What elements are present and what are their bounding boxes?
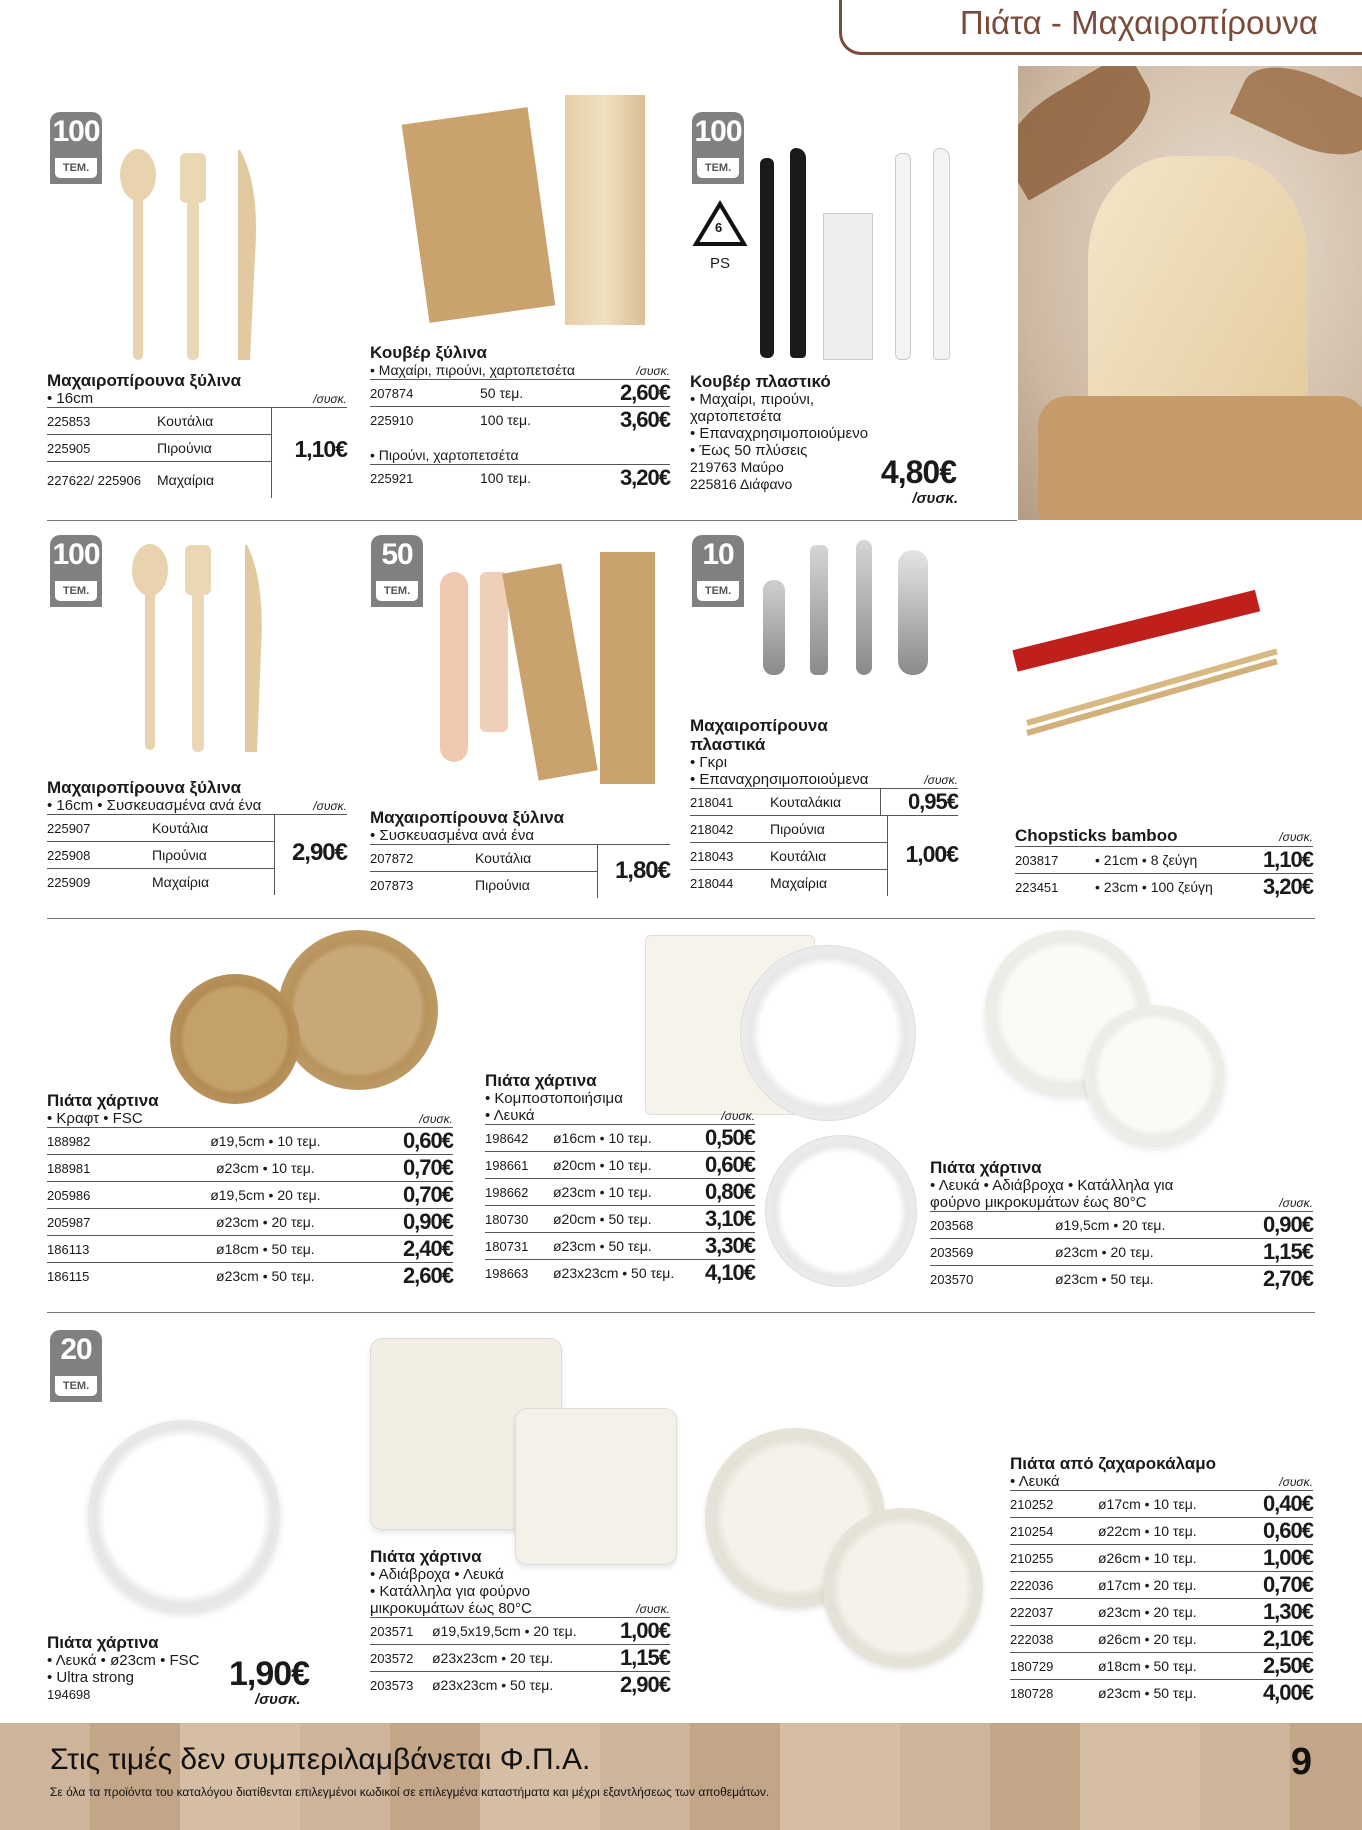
product-price: 2,60€ [402,1263,453,1288]
table-row [1015,847,1313,874]
product-name: Πιρούνια [152,842,275,869]
product-name: ø20cm • 50 τεμ. [553,1206,696,1233]
product-price: 0,70€ [364,1155,453,1182]
per-pack-label: /συσκ. [255,1691,301,1708]
product-price: 1,10€ [294,436,347,462]
product-code: 207873 [370,877,414,893]
product-name: 100 τεμ. [480,412,531,428]
badge-number: 20 [60,1333,92,1366]
table-row [690,843,888,870]
table-row [690,789,958,816]
table-row [1010,1680,1313,1707]
table-row [370,380,670,407]
product-title: Πιάτα χάρτινα [930,1158,1042,1177]
table-row [47,435,272,462]
product-code: 180730 [485,1206,553,1233]
product-name: ø23x23cm • 50 τεμ. [553,1265,675,1281]
product-name: ø23cm • 10 τεμ. [167,1155,364,1182]
product-name: ø23cm • 50 τεμ. [1098,1685,1197,1701]
product-price: 2,50€ [1241,1653,1313,1680]
product-price: 3,20€ [1262,874,1313,899]
product-name: Κουτάλια [152,815,275,842]
kraft-plates-image [170,930,440,1105]
product-name: Κουτάλια [770,843,888,870]
product-code: 218044 [690,875,734,891]
table-row [930,1239,1313,1266]
product-price: 4,80€ [880,454,956,490]
product-name: Πιρούνια [157,435,272,462]
table-row [930,1212,1313,1239]
product-spec: • Μαχαίρι, πιρούνι, [690,391,815,408]
table-row [1010,1626,1313,1653]
product-code: 205987 [47,1209,167,1236]
wooden-cutlery-photo [1018,66,1362,520]
product-price: 3,10€ [696,1206,755,1233]
product-plastic-cutlery-set [690,372,958,507]
product-code: 210255 [1010,1545,1098,1572]
per-pack-label: /συσκ. [721,1109,755,1123]
ps-recycle-symbol [692,200,748,272]
product-title: Πιάτα χάρτινα [47,1091,159,1110]
product-code: 225921 [370,470,414,486]
product-name: ø26cm • 20 τεμ. [1098,1626,1241,1653]
product-code: 222037 [1010,1599,1098,1626]
white-plate-ultra-strong [88,1420,280,1612]
product-name: ø23cm • 20 τεμ. [1098,1599,1241,1626]
table-row [47,842,275,869]
square-plate-small [515,1408,677,1565]
white-plates-image [985,930,1245,1130]
product-price: 2,10€ [1241,1626,1313,1653]
product-name: Μαχαίρια [770,875,828,891]
product-price: 1,00€ [1241,1545,1313,1572]
product-spec: μικροκυμάτων έως 80°C [370,1600,532,1617]
product-code: 225905 [47,435,157,462]
per-pack-label: /συσκ. [313,392,347,406]
table-row [370,1645,670,1672]
page-title: Πιάτα - Μαχαιροπίρουνα [959,4,1318,41]
product-name: Πιρούνια [770,816,888,843]
product-name: ø20cm • 10 τεμ. [553,1152,696,1179]
product-price: 1,80€ [614,857,670,884]
product-name: ø23cm • 20 τεμ. [167,1209,364,1236]
product-paper-plates-square [370,1547,670,1698]
product-code: 218043 [690,843,770,870]
product-title: Κουβέρ πλαστικό [690,372,831,391]
badge-unit: ΤΕΜ. [376,581,418,601]
product-spec: • Ultra strong [47,1669,134,1686]
badge-unit: ΤΕΜ. [55,158,97,178]
table-row [47,1155,453,1182]
sugarcane-plates-image [705,1428,990,1668]
product-name: Κουτάλια [475,845,598,872]
table-row [485,1179,755,1206]
table-row [485,1233,755,1260]
product-code: 225853 [47,408,157,435]
product-code: 222038 [1010,1626,1098,1653]
per-pack-label: /συσκ. [313,799,347,813]
wooden-cutlery-image [125,540,275,760]
product-code: 180731 [485,1233,553,1260]
product-price: 4,10€ [704,1260,755,1285]
product-code: 218041 [690,794,734,810]
product-price: 0,60€ [364,1128,453,1155]
product-paper-plates-ultra-strong [47,1633,317,1708]
table-row [1015,874,1313,901]
product-code: 203568 [930,1212,1055,1239]
per-pack-label: /συσκ. [419,1112,453,1126]
product-spec: • Πιρούνι, χαρτοπετσέτα [370,447,519,463]
product-name: ø23cm • 20 τεμ. [1055,1239,1232,1266]
product-name: ø23x23cm • 20 τεμ. [432,1645,609,1672]
product-price: 1,00€ [609,1618,670,1645]
product-paper-plates-compostable [485,1071,755,1286]
ps-digit: 6 [715,220,723,235]
product-price: 2,90€ [291,839,347,866]
product-wooden-cutlery-packed [47,778,347,895]
product-price: 1,90€ [229,1655,310,1693]
availability-note: Σε όλα τα προϊόντα του καταλόγου διατίθενται επιλεγμένοι κωδικοί σε επιλεγμένα καταστήματα και μέχρι εξαντλήσεως των αποθεμάτων. [50,1785,770,1799]
page-header [839,0,1362,55]
product-name: • 21cm • 8 ζεύγη [1095,847,1248,874]
product-chopsticks-bamboo [1015,826,1313,900]
product-code: 225816 Διάφανο [690,476,793,492]
chopstick [1026,658,1278,735]
product-spec: • Λευκά • Αδιάβροχα • Κατάλληλα για [930,1177,1174,1194]
product-code: 198661 [485,1152,553,1179]
per-pack-label: /συσκ. [924,773,958,787]
wooden-fork [480,572,508,732]
table-row [47,1209,453,1236]
product-name: Μαχαίρια [152,874,210,890]
product-name: Κουταλάκια [770,789,880,816]
product-price: 0,70€ [1241,1572,1313,1599]
white-plate [765,1135,917,1287]
product-name: ø17cm • 20 τεμ. [1098,1572,1241,1599]
wooden-cup [1038,396,1362,520]
badge-unit: ΤΕΜ. [55,581,97,601]
product-price: 1,30€ [1241,1599,1313,1626]
product-code: 222036 [1010,1572,1098,1599]
product-code: 188981 [47,1155,167,1182]
table-row [47,1263,453,1290]
product-price: 0,70€ [364,1182,453,1209]
product-title: Μαχαιροπίρουνα ξύλινα [370,808,565,827]
badge-unit: ΤΕΜ. [55,1376,97,1396]
product-wooden-cutlery-wrapped [370,808,670,898]
product-name: ø19,5cm • 20 τεμ. [1055,1212,1232,1239]
product-code: 203570 [930,1271,974,1287]
plastic-cutlery-image [755,148,955,360]
product-price: 0,80€ [696,1179,755,1206]
product-spec: • Κατάλληλα για φούρνο [370,1583,531,1600]
table-row [370,1672,670,1699]
product-price: 2,60€ [576,380,670,407]
product-spec: • Επαναχρησιμοποιούμενα [690,771,869,788]
product-name: ø18cm • 50 τεμ. [1098,1653,1241,1680]
kraft-sleeve [600,552,655,784]
product-paper-plates-kraft [47,1091,453,1289]
product-code: 207874 [370,380,480,407]
product-title: Πιάτα χάρτινα [485,1071,597,1090]
product-name: Πιρούνια [475,877,530,893]
sugarcane-plate-small [823,1508,983,1668]
product-name: ø26cm • 10 τεμ. [1098,1545,1241,1572]
product-name: ø23cm • 50 τεμ. [1055,1271,1154,1287]
product-name: ø18cm • 50 τεμ. [167,1236,364,1263]
badge-number: 50 [381,538,413,571]
table-row [47,408,272,435]
product-name: ø23x23cm • 50 τεμ. [432,1677,554,1693]
product-code: 225908 [47,842,152,869]
kraft-sleeve [402,107,556,323]
product-name: • 23cm • 100 ζεύγη [1095,879,1213,895]
product-price: 3,60€ [619,407,670,432]
product-price: 0,90€ [1232,1212,1313,1239]
product-title: Μαχαιροπίρουνα ξύλινα [47,778,242,797]
product-spec: • Λευκά [1010,1473,1060,1490]
product-code: 194698 [47,1687,91,1702]
product-price: 2,40€ [364,1236,453,1263]
table-row [485,1260,755,1287]
product-name: 100 τεμ. [480,470,531,486]
badge-number: 100 [52,115,100,148]
product-code: 186115 [47,1268,90,1284]
product-price: 0,95€ [907,789,958,814]
product-price: 0,60€ [696,1152,755,1179]
table-row [370,1618,670,1645]
product-price: 1,15€ [609,1645,670,1672]
product-price: 0,40€ [1241,1491,1313,1518]
product-price: 0,60€ [1241,1518,1313,1545]
product-code: 219763 Μαύρο [690,459,784,475]
product-code: 227622/ 225906 [47,472,141,488]
product-code: 223451 [1015,879,1059,895]
page-footer [0,1723,1362,1830]
table-row [485,1206,755,1233]
divider [47,918,1315,919]
per-pack-label: /συσκ. [636,364,670,378]
badge-number: 10 [702,538,734,571]
table-row [47,462,272,499]
product-code: 186113 [47,1236,167,1263]
product-name: ø22cm • 10 τεμ. [1098,1518,1241,1545]
table-row [485,1152,755,1179]
product-code: 218042 [690,816,770,843]
product-code: 188982 [47,1128,167,1155]
product-name: ø19,5cm • 20 τεμ. [167,1182,364,1209]
product-spec: • 16cm [47,390,94,407]
product-code: 198642 [485,1125,553,1152]
badge-unit: ΤΕΜ. [697,158,739,178]
product-code: 180728 [1010,1685,1054,1701]
table-row [370,872,598,899]
product-name: ø16cm • 10 τεμ. [553,1125,696,1152]
kraft-sleeve [502,563,598,780]
white-plate [740,945,916,1121]
page-number: 9 [1290,1741,1312,1783]
wooden-cutlery-image [110,145,270,365]
product-code: 207872 [370,845,475,872]
product-code: 210254 [1010,1518,1098,1545]
wooden-cutlery [565,95,645,325]
table-row [47,1128,453,1155]
product-wooden-cutlery-set [370,343,670,491]
table-row [47,1182,453,1209]
product-name: Μαχαίρια [157,472,215,488]
per-pack-label: /συσκ. [1279,1475,1313,1489]
table-row [47,869,275,896]
table-row [47,1236,453,1263]
chopsticks-image [1015,620,1285,740]
product-code: 203571 [370,1618,432,1645]
product-spec: • Αδιάβροχα • Λευκά [370,1566,504,1583]
product-plastic-cutlery-gray [690,716,958,896]
wooden-cutlery-packed-image [440,552,660,787]
product-name: ø23cm • 50 τεμ. [553,1233,696,1260]
product-wooden-cutlery-16cm [47,371,347,498]
product-title: Πιάτα χάρτινα [47,1633,159,1652]
product-name: Κουτάλια [157,408,272,435]
chopsticks-wrapper [1012,590,1260,672]
table-row [370,845,598,872]
per-pack-label: /συσκ. [912,490,958,507]
product-code: 225909 [47,874,91,890]
product-name: 50 τεμ. [480,380,576,407]
badge-unit: ΤΕΜ. [697,581,739,601]
product-title: Πιάτα χάρτινα [370,1547,482,1566]
per-pack-label: /συσκ. [1279,830,1313,844]
wooden-cutlery-bundle [1088,156,1308,416]
product-spec: • Λευκά [485,1107,535,1124]
product-price: 1,15€ [1232,1239,1313,1266]
product-price: 3,20€ [619,465,670,490]
product-name: ø17cm • 10 τεμ. [1098,1491,1241,1518]
product-code: 198662 [485,1179,553,1206]
kraft-plate-large [278,930,438,1090]
table-row [1010,1653,1313,1680]
product-title: Μαχαιροπίρουνα ξύλινα [47,371,242,390]
product-spec: • Λευκά • ø23cm • FSC [47,1652,200,1669]
gray-plastic-cutlery-image [758,540,938,675]
white-plate-small [1085,1005,1225,1145]
quantity-badge [50,535,102,607]
product-name: ø19,5cm • 10 τεμ. [167,1128,364,1155]
product-code: 210252 [1010,1491,1098,1518]
product-price: 2,90€ [619,1672,670,1697]
wooden-cutlery-set-image [415,95,645,330]
product-name: ø23cm • 10 τεμ. [553,1179,696,1206]
product-spec: • Επαναχρησιμοποιούμενο [690,425,869,442]
quantity-badge [692,112,744,184]
table-row [370,407,670,434]
badge-number: 100 [52,538,100,571]
square-plates-image [370,1338,680,1568]
product-spec: • Μαχαίρι, πιρούνι, χαρτοπετσέτα [370,362,575,378]
product-spec: • Κραφτ • FSC [47,1110,143,1127]
quantity-badge [692,535,744,607]
product-price: 0,50€ [696,1125,755,1152]
quantity-badge [371,535,423,607]
table-row [690,870,888,897]
wooden-spoon [440,572,468,762]
product-code: 203817 [1015,847,1095,874]
product-sugarcane-plates [1010,1454,1313,1706]
product-code: 203572 [370,1645,432,1672]
table-row [1010,1572,1313,1599]
table-row [690,816,888,843]
vat-notice: Στις τιμές δεν συμπεριλαμβάνεται Φ.Π.Α. [50,1743,591,1776]
table-row [930,1266,1313,1293]
product-name: ø23cm • 50 τεμ. [216,1268,315,1284]
product-price: 4,00€ [1262,1680,1313,1705]
cutlery-icon [125,540,275,760]
quantity-badge [50,112,102,184]
product-name: ø19,5x19,5cm • 20 τεμ. [432,1618,609,1645]
product-spec: • 16cm • Συσκευασμένα ανά ένα [47,797,262,814]
product-title: πλαστικά [690,735,766,754]
product-title: Μαχαιροπίρουνα [690,716,828,735]
ps-label: PS [709,255,730,272]
quantity-badge [50,1330,102,1402]
product-price: 1,00€ [905,841,958,867]
table-row [1010,1545,1313,1572]
product-paper-plates-microwave [930,1158,1313,1292]
product-price: 0,90€ [364,1209,453,1236]
badge-number: 100 [694,115,742,148]
per-pack-label: /συσκ. [636,1602,670,1616]
product-spec: • Έως 50 πλύσεις [690,442,808,459]
product-price: 2,70€ [1262,1266,1313,1291]
product-spec: χαρτοπετσέτα [690,408,782,425]
product-code: 205986 [47,1182,167,1209]
table-row [485,1125,755,1152]
product-spec: • Κομποστοποιήσιμα [485,1090,623,1107]
table-row [1010,1599,1313,1626]
product-title: Πιάτα από ζαχαροκάλαμο [1010,1454,1217,1473]
product-code: 203573 [370,1677,414,1693]
table-row [1010,1491,1313,1518]
product-price: 1,10€ [1248,847,1313,874]
divider [47,1312,1315,1313]
cutlery-icon [110,145,270,365]
table-row [47,815,275,842]
product-code: 225910 [370,412,414,428]
table-row [1010,1518,1313,1545]
product-title: Chopsticks bamboo [1015,826,1178,845]
divider [47,520,1017,521]
product-code: 225907 [47,815,152,842]
product-code: 203569 [930,1239,1055,1266]
product-spec: • Γκρι [690,754,728,771]
product-price: 3,30€ [696,1233,755,1260]
product-spec: • Συσκευασμένα ανά ένα [370,827,535,844]
per-pack-label: /συσκ. [1279,1196,1313,1210]
product-code: 180729 [1010,1653,1098,1680]
table-row [370,465,670,492]
product-spec: φούρνο μικροκυμάτων έως 80°C [930,1194,1147,1211]
product-code: 198663 [485,1265,529,1281]
kraft-plate-small [170,974,300,1104]
leaf-decoration [1230,66,1362,172]
product-title: Κουβέρ ξύλινα [370,343,487,362]
